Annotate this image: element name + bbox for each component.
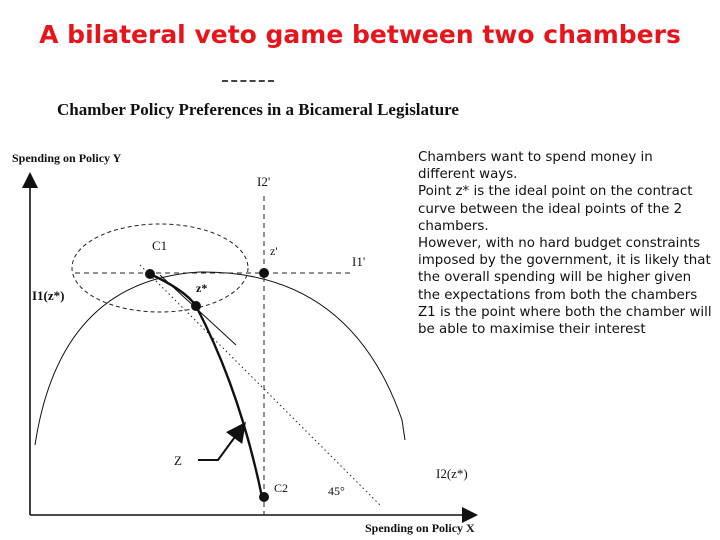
- z-prime-point: [259, 268, 269, 278]
- c2-label: C2: [274, 481, 289, 495]
- slide-title: A bilateral veto game between two chambers: [39, 20, 681, 49]
- note-item: Point z* is the ideal point on the contract curve between the ideal points of the 2 chambers.: [418, 184, 693, 234]
- note-item: Z1 is the point where both the chamber will be able to maximise their interest: [418, 304, 712, 338]
- notes-list: [418, 149, 713, 338]
- z-star-point: [191, 301, 201, 311]
- note-item: Chambers want to spend money in different ways.: [418, 150, 653, 183]
- contract-curve: [150, 274, 262, 497]
- c2-point: [259, 492, 269, 502]
- figure-title: Chamber Policy Preferences in a Bicameral Legislature: [57, 100, 459, 119]
- forty-five-degree-line: [140, 265, 380, 505]
- z-prime-label: z': [270, 244, 278, 258]
- i1-prime-label: I1': [352, 254, 366, 269]
- i1-z-star-label: I1(z*): [32, 288, 65, 303]
- c1-label: C1: [152, 238, 168, 253]
- z-label: Z: [174, 453, 182, 468]
- c1-point: [145, 269, 155, 279]
- i2-prime-label: I2': [257, 174, 271, 189]
- y-axis-label: Spending on Policy Y: [12, 151, 122, 165]
- angle-label: 45°: [328, 484, 345, 498]
- note-item: However, with no hard budget constraints imposed by the government, it is likely that the overall spending will be higher given the expectations from both the chambers: [418, 236, 711, 303]
- i2-z-star-label: I2(z*): [436, 466, 468, 481]
- z-arrow: [198, 430, 240, 460]
- x-axis-label: Spending on Policy X: [365, 521, 475, 535]
- z-star-label: z*: [196, 281, 208, 295]
